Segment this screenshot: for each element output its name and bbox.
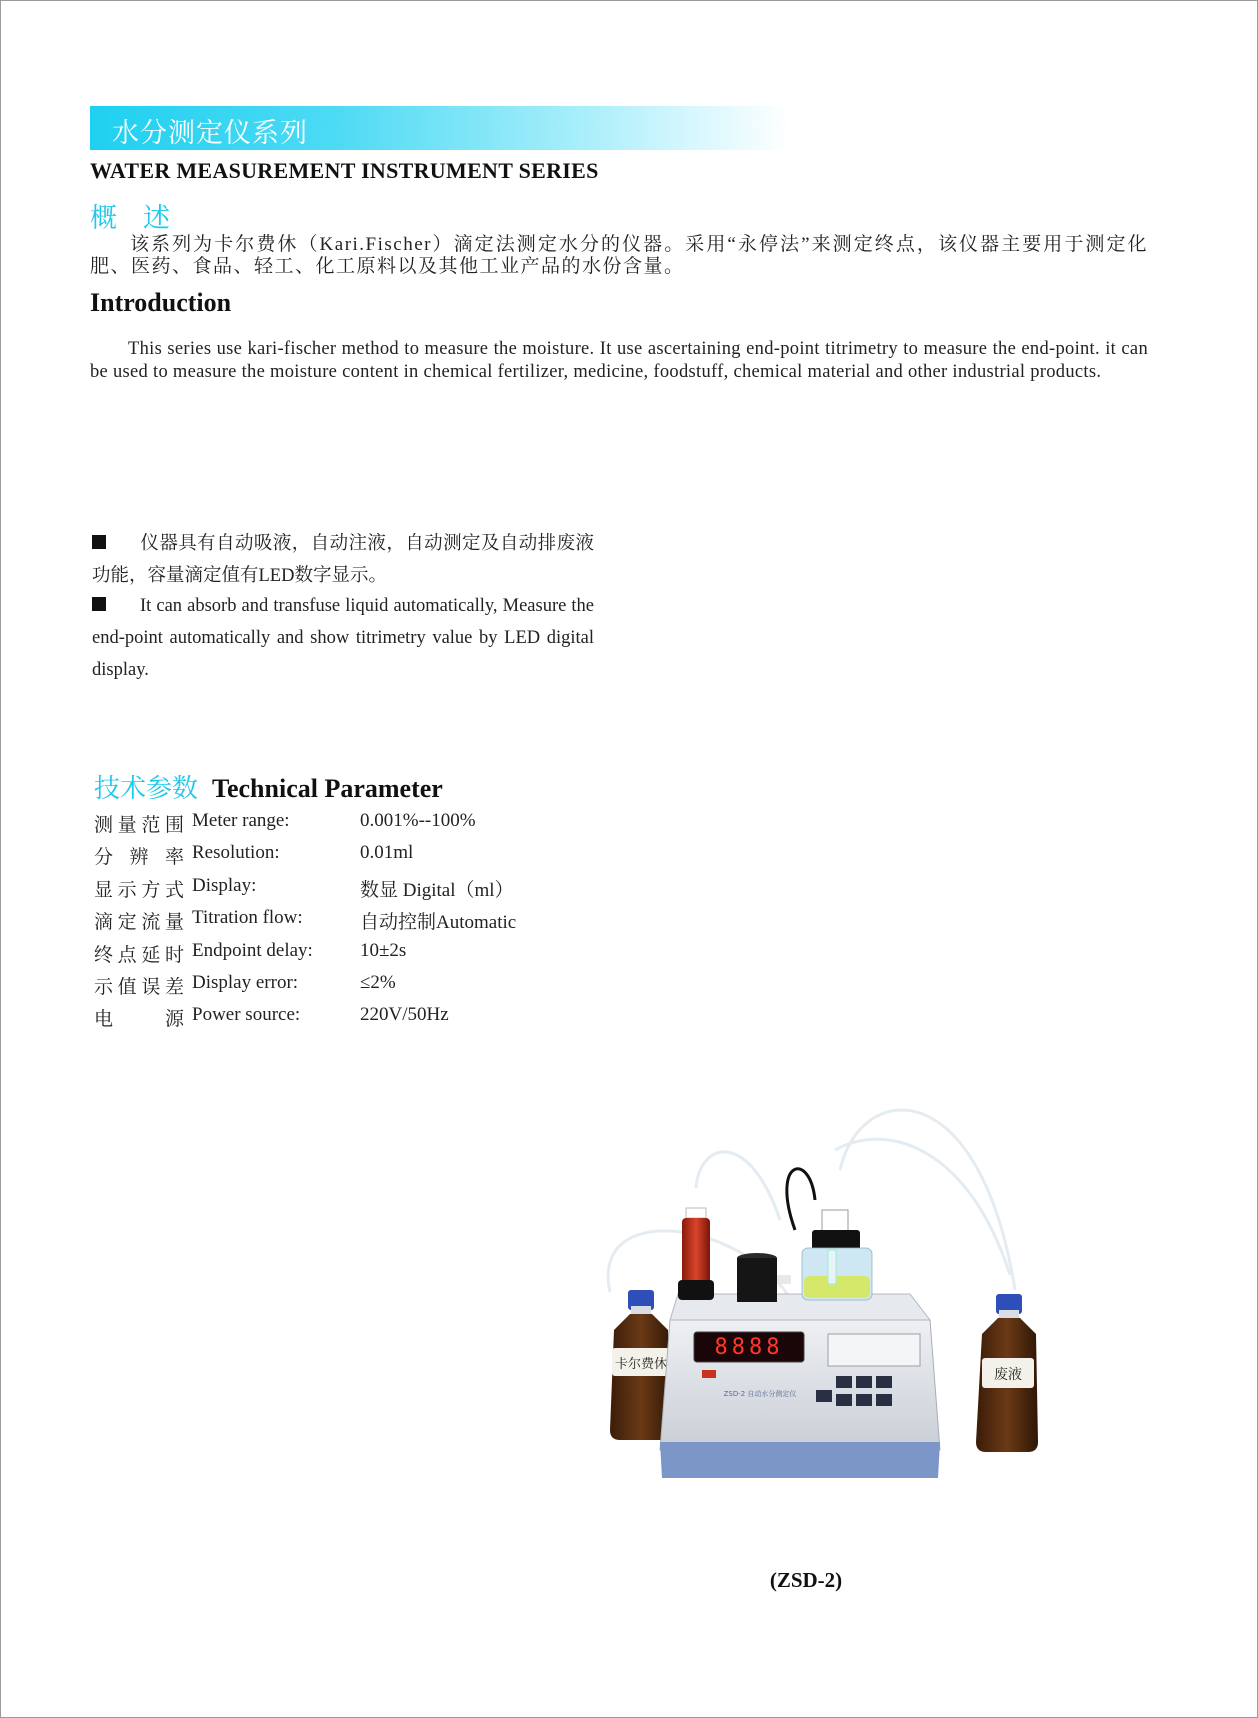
bottle-right-label: 废液 <box>994 1367 1022 1383</box>
param-value: 0.001%--100% <box>360 810 476 831</box>
param-value: 0.01ml <box>360 842 414 864</box>
param-cn: 分辨率 <box>94 847 184 869</box>
param-value: 220V/50Hz <box>360 1004 449 1026</box>
param-en: Display error: <box>192 971 299 993</box>
param-cn: 终点延时 <box>94 944 184 966</box>
overview-heading: 概述 <box>90 203 196 234</box>
param-cn: 滴定流量 <box>94 912 184 934</box>
waste-bottle <box>976 1294 1038 1452</box>
introduction-text: This series use kari-fischer method to measure the moisture. It use ascertaining end-point titrimetry to measure the end-point. it can be used to measure the moisture content in chemical fertilizer, medicine, foodstuff, chemical material and other industrial products. <box>90 339 1148 382</box>
param-value: 10±2s <box>360 939 407 961</box>
introduction-heading: Introduction <box>90 288 232 317</box>
param-row <box>94 871 694 903</box>
param-en: Power source: <box>192 1004 301 1026</box>
technical-heading-en: Technical Parameter <box>212 774 443 803</box>
led-display: 8888 <box>714 1335 784 1360</box>
param-value: 自动控制Automatic <box>360 912 517 934</box>
series-title-en: WATER MEASUREMENT INSTRUMENT SERIES <box>90 158 599 183</box>
param-cn: 显示方式 <box>94 879 184 901</box>
electrode-cable <box>787 1169 815 1230</box>
param-en: Endpoint delay: <box>192 939 313 961</box>
feature-en-text: It can absorb and transfuse liquid automatically, Measure the end-point automatically and show titrimetry value by LED digital display. <box>92 596 594 680</box>
model-caption: (ZSD-2) <box>769 1568 843 1592</box>
parameter-table <box>94 806 694 1033</box>
bullet-square-icon <box>92 535 106 549</box>
technical-heading-cn: 技术参数 <box>94 774 199 804</box>
param-row <box>94 936 694 968</box>
product-photo <box>590 1080 1060 1490</box>
titrator-body <box>660 1294 940 1478</box>
param-en: Meter range: <box>192 810 290 831</box>
technical-heading <box>94 768 443 805</box>
param-cn: 电源 <box>94 1009 184 1031</box>
param-row <box>94 838 694 870</box>
param-en: Display: <box>192 874 257 896</box>
bottle-left-label: 卡尔费休 <box>614 1357 668 1372</box>
titration-cell <box>802 1210 872 1300</box>
param-value: 数显 Digital（ml） <box>360 879 514 901</box>
banner-title: 水分测定仪系列 <box>112 118 308 149</box>
feature-en <box>92 590 594 686</box>
param-en: Resolution: <box>192 842 280 864</box>
series-banner <box>90 106 790 150</box>
param-row <box>94 968 694 1000</box>
feature-cn <box>92 528 594 592</box>
param-cn: 示值误差 <box>94 976 184 998</box>
bullet-square-icon <box>92 597 106 611</box>
param-row <box>94 903 694 935</box>
param-row <box>94 1000 694 1032</box>
panel-label: ZSD-2 自动水分测定仪 <box>723 1390 797 1398</box>
param-row <box>94 806 694 838</box>
param-cn: 测量范围 <box>94 815 184 836</box>
feature-cn-text: 仪器具有自动吸液，自动注液，自动测定及自动排废液功能，容量滴定值有LED数字显示。 <box>92 534 594 586</box>
overview-text-cn: 该系列为卡尔费休（Kari.Fischer）滴定法测定水分的仪器。采用“永停法”来测定终点，该仪器主要用于测定化肥、医药、食品、轻工、化工原料以及其他工业产品的水份含量。 <box>90 234 1148 277</box>
param-en: Titration flow: <box>192 907 303 929</box>
param-value: ≤2% <box>360 971 396 993</box>
reagent-burette <box>678 1208 714 1300</box>
